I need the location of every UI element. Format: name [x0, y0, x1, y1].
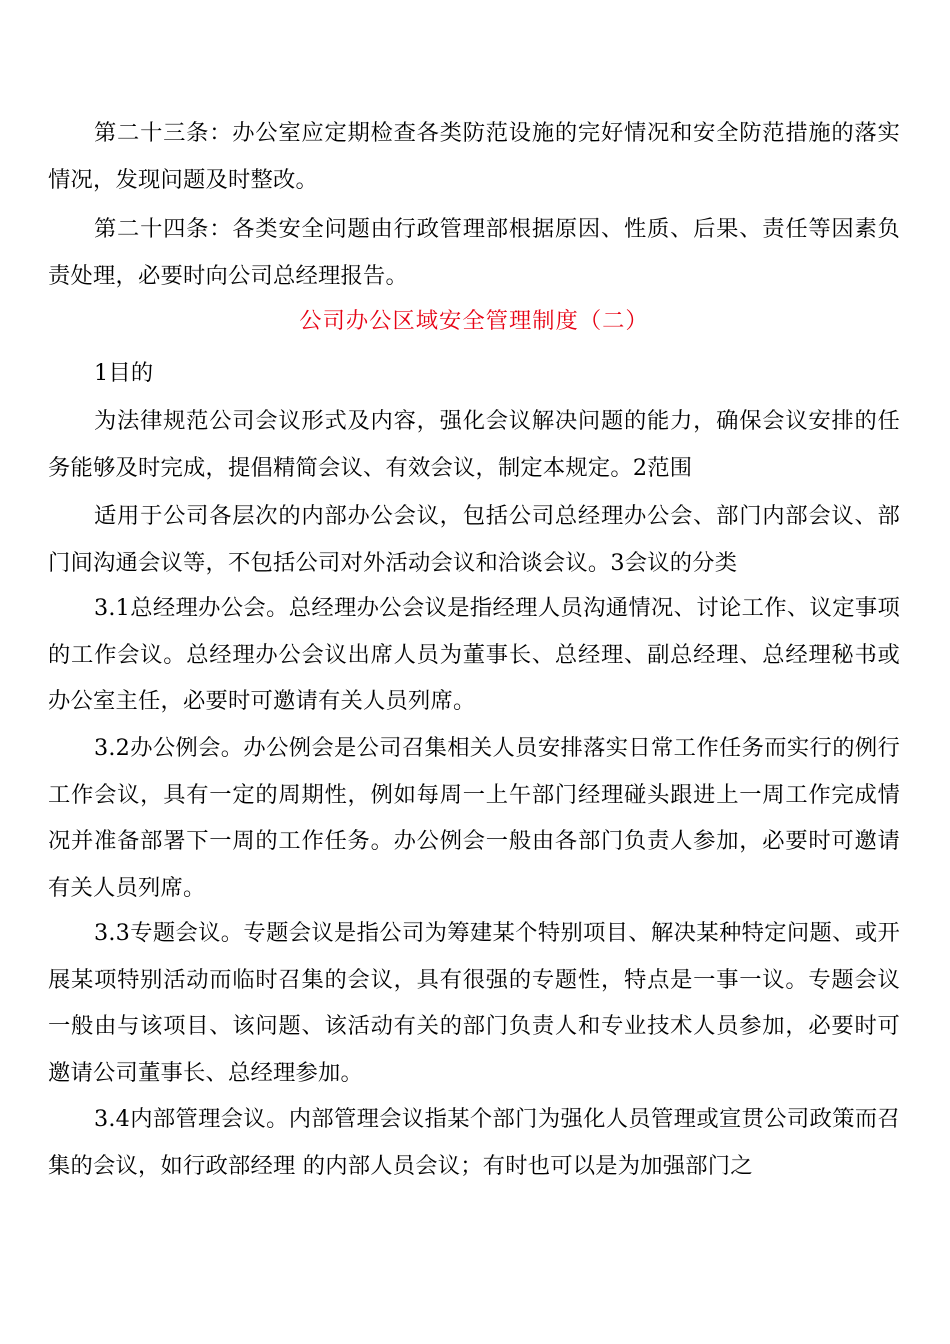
scope-paragraph: 适用于公司各层次的内部办公会议，包括公司总经理办公会、部门内部会议、部门间沟通会议等，不包括公司对外活动会议和洽谈会议。3会议的分类	[48, 503, 900, 576]
article-23-paragraph: 第二十三条：办公室应定期检查各类防范设施的完好情况和安全防范措施的落实情况，发现问题及时整改。	[48, 120, 900, 193]
purpose-heading: 1目的	[94, 360, 154, 386]
article-24-paragraph: 第二十四条：各类安全问题由行政管理部根据原因、性质、后果、责任等因素负责处理，必要时向公司总经理报告。	[48, 216, 900, 289]
meeting-type-3-4-paragraph: 3.4内部管理会议。内部管理会议指某个部门为强化人员管理或宣贯公司政策而召集的会议，如行政部经理 的内部人员会议；有时也可以是为加强部门之	[48, 1106, 900, 1179]
section-title: 公司办公区域安全管理制度（二）	[299, 308, 649, 334]
meeting-type-3-2-paragraph: 3.2办公例会。办公例会是公司召集相关人员安排落实日常工作任务而实行的例行工作会议，具有一定的周期性，例如每周一上午部门经理碰头跟进上一周工作完成情况并准备部署下一周的工作任务。办公例会一般由各部门负责人参加，必要时可邀请有关人员列席。	[48, 735, 900, 901]
meeting-type-3-1-paragraph: 3.1总经理办公会。总经理办公会议是指经理人员沟通情况、讨论工作、议定事项的工作会议。总经理办公会议出席人员为董事长、总经理、副总经理、总经理秘书或办公室主任，必要时可邀请有关人员列席。	[48, 595, 900, 714]
purpose-paragraph: 为法律规范公司会议形式及内容，强化会议解决问题的能力，确保会议安排的任务能够及时完成，提倡精简会议、有效会议，制定本规定。2范围	[48, 408, 900, 481]
meeting-type-3-3-paragraph: 3.3专题会议。专题会议是指公司为筹建某个特别项目、解决某种特定问题、或开展某项特别活动而临时召集的会议，具有很强的专题性，特点是一事一议。专题会议一般由与该项目、该问题、该活动有关的部门负责人和专业技术人员参加，必要时可邀请公司董事长、总经理参加。	[48, 920, 900, 1086]
